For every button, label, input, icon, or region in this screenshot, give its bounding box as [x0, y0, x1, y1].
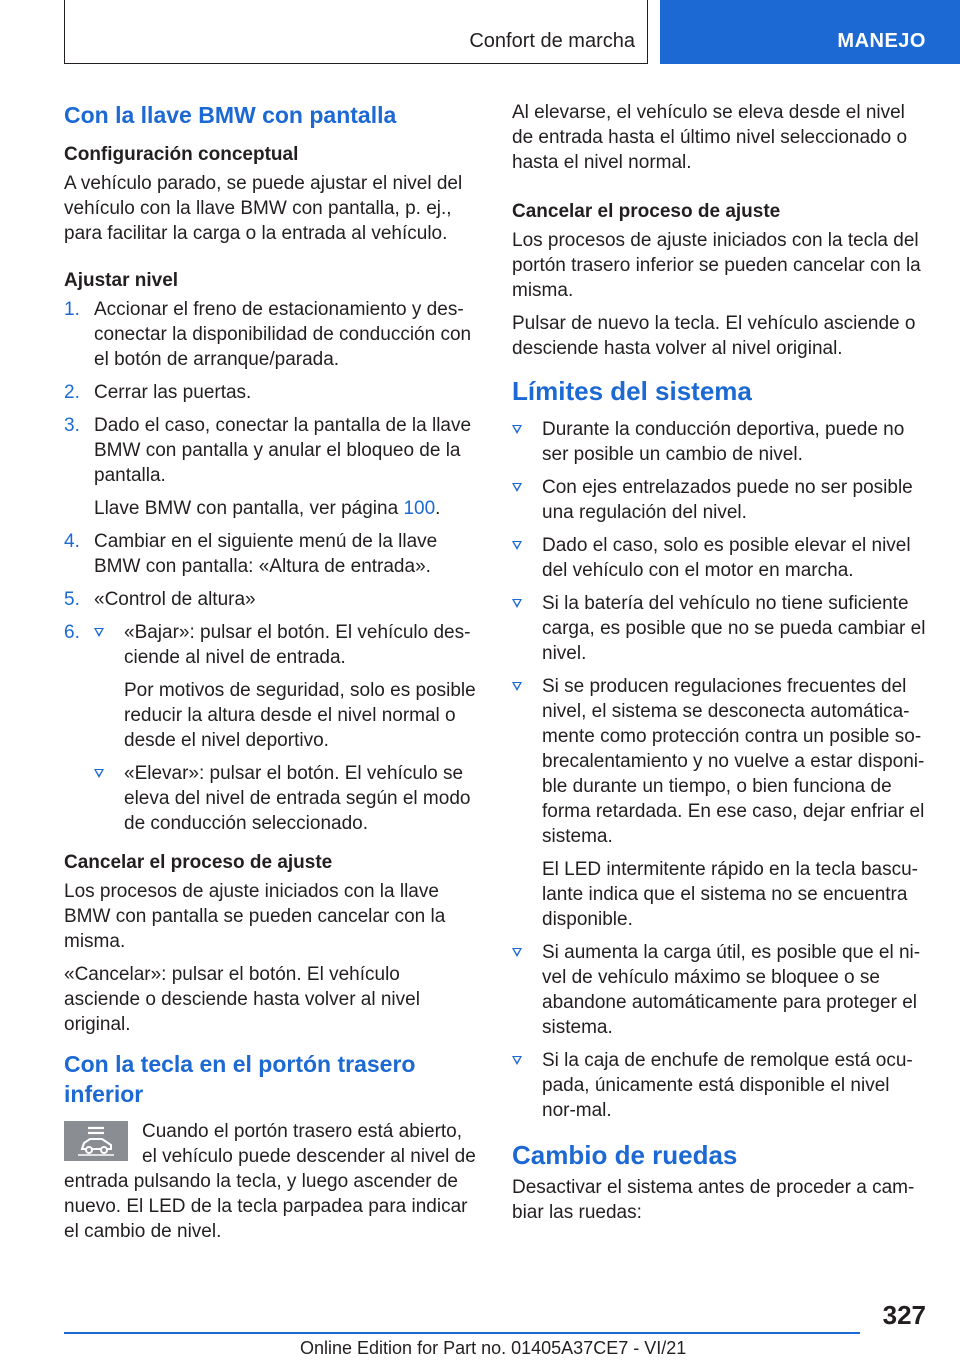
- footer-edition: Online Edition for Part no. 01405A37CE7 - VI/21: [300, 1338, 687, 1358]
- step-text: Dado el caso, conectar la pantalla de la llave BMW con pantalla y anular el bloqueo de la pantalla.: [94, 415, 472, 486]
- bullet-bajar: [94, 620, 480, 670]
- paragraph-cancelar-1: Los procesos de ajuste iniciados con la llave BMW con pantalla se pueden cancelar con la misma.: [64, 881, 446, 952]
- page-reference-link[interactable]: 100: [403, 498, 436, 519]
- bullet-limite-7: [512, 1048, 928, 1123]
- paragraph-cancelar-tecla-1: Los procesos de ajuste iniciados con la tecla del portón trasero inferior se pueden cancelar con la misma.: [512, 230, 921, 301]
- triangle-bullet-icon: [512, 483, 522, 492]
- step-3: [64, 413, 480, 488]
- bullet-text: Dado el caso, solo es posible elevar el nivel del vehículo con el motor en marcha.: [542, 535, 911, 581]
- step-4: [64, 529, 480, 579]
- step-5: [64, 587, 480, 612]
- heading-cancelar-tecla: Cancelar el proceso de ajuste: [512, 201, 781, 222]
- step-number: 1.: [64, 299, 80, 320]
- step-1: [64, 297, 480, 372]
- step-6: [64, 620, 480, 836]
- tecla-paragraph-block: [64, 1119, 480, 1244]
- triangle-bullet-icon: [512, 682, 522, 691]
- bullet-text: Durante la conducción deportiva, puede no ser posible un cambio de nivel.: [542, 419, 905, 465]
- paragraph-cancelar-2: «Cancelar»: pulsar el botón. El vehículo asciende o desciende hasta volver al nivel original.: [64, 964, 420, 1035]
- bullet-limite-6: [512, 940, 928, 1040]
- page-number: 327: [882, 1300, 926, 1330]
- header-chapter-title: MANEJO: [837, 30, 926, 52]
- paragraph-tecla: Cuando el portón trasero está abierto, el vehículo puede descender al nivel de entrada pulsando la tecla, y luego ascender de nuevo. El LED de la tecla parpadea para indicar el cambio de nivel.: [64, 1121, 476, 1242]
- bullet-limite-1: [512, 417, 928, 467]
- right-column: [512, 100, 928, 1233]
- bullet-elevar-text: «Elevar»: pulsar el botón. El vehículo se eleva del nivel de entrada según el modo de conducción seleccionado.: [124, 763, 471, 834]
- triangle-bullet-icon: [512, 541, 522, 550]
- bullet-limite-4: [512, 591, 928, 666]
- step-2: [64, 380, 480, 405]
- header-chapter-tab: [660, 0, 960, 64]
- step-text: Accionar el freno de estacionamiento y des‐conectar la disponibilidad de conducción con el botón de arranque/parada.: [94, 299, 472, 370]
- bullet-bajar-text: «Bajar»: pulsar el botón. El vehículo des‐ciende al nivel de entrada.: [124, 622, 471, 668]
- step-3-note-dot: .: [435, 498, 441, 519]
- heading-limites: Límites del sistema: [512, 376, 752, 406]
- heading-cancelar-llave: Cancelar el proceso de ajuste: [64, 852, 333, 873]
- footer-divider: [64, 1332, 860, 1334]
- bullet-limite-3: [512, 533, 928, 583]
- triangle-bullet-icon: [512, 599, 522, 608]
- heading-cambio-ruedas: Cambio de ruedas: [512, 1140, 738, 1170]
- step-number: 3.: [64, 415, 80, 436]
- heading-llave-pantalla: Con la llave BMW con pantalla: [64, 102, 397, 128]
- step-3-note-text: Llave BMW con pantalla, ver página: [94, 498, 404, 519]
- bullet-text: Si se producen regulaciones frecuentes del nivel, el sistema se desconecta automática‐mente como protección contra un posible so‐brecalentamiento y no vuelve a estar disponi‐ble durante un tiempo, o bien funciona de forma retardada. En ese caso, dejar enfriar el sistema.: [542, 676, 925, 847]
- triangle-bullet-icon: [94, 769, 104, 778]
- bullet-text: Si aumenta la carga útil, es posible que el ni‐vel de vehículo máximo se bloquee o se abandone automáticamente para proteger el sistema.: [542, 942, 921, 1038]
- step-number: 2.: [64, 382, 80, 403]
- step-text: Cerrar las puertas.: [94, 382, 252, 403]
- heading-configuracion: Configuración conceptual: [64, 144, 299, 165]
- bullet-led-note: El LED intermitente rápido en la tecla bascu‐lante indica que el sistema no se encuentra disponible.: [542, 859, 918, 930]
- bullet-elevar: [94, 761, 480, 836]
- step-text: Cambiar en el siguiente menú de la llave BMW con pantalla: «Altura de entrada».: [94, 531, 438, 577]
- bullet-text: Con ejes entrelazados puede no ser posible una regulación del nivel.: [542, 477, 913, 523]
- triangle-bullet-icon: [94, 628, 104, 637]
- vehicle-lift-button-icon: [64, 1121, 128, 1161]
- triangle-bullet-icon: [512, 948, 522, 957]
- bullet-bajar-note: Por motivos de seguridad, solo es posible reducir la altura desde el nivel normal o desde el nivel deportivo.: [124, 680, 476, 751]
- step-number: 5.: [64, 589, 80, 610]
- header-section-title: Confort de marcha: [469, 30, 635, 52]
- bullet-limite-5: [512, 674, 928, 849]
- paragraph-configuracion: A vehículo parado, se puede ajustar el nivel del vehículo con la llave BMW con pantalla, p. ej., para facilitar la carga o la entrada al vehículo.: [64, 173, 463, 244]
- heading-tecla-porton: Con la tecla en el portón trasero inferior: [64, 1051, 416, 1107]
- left-column: [64, 100, 480, 1244]
- triangle-bullet-icon: [512, 425, 522, 434]
- heading-ajustar-nivel: Ajustar nivel: [64, 270, 179, 291]
- step-number: 6.: [64, 622, 80, 643]
- step-number: 4.: [64, 531, 80, 552]
- header-section-box: [64, 0, 648, 64]
- paragraph-ruedas: Desactivar el sistema antes de proceder a cam‐biar las ruedas:: [512, 1177, 915, 1223]
- paragraph-cancelar-tecla-2: Pulsar de nuevo la tecla. El vehículo asciende o desciende hasta volver al nivel original.: [512, 313, 916, 359]
- bullet-text: Si la batería del vehículo no tiene suficiente carga, es posible que no se pueda cambiar el nivel.: [542, 593, 926, 664]
- step-text: «Control de altura»: [94, 589, 256, 610]
- paragraph-elevarse: Al elevarse, el vehículo se eleva desde el nivel de entrada hasta el último nivel seleccionado o hasta el nivel normal.: [512, 102, 908, 173]
- step-3-note: [64, 496, 480, 521]
- bullet-text: Si la caja de enchufe de remolque está ocu‐pada, únicamente está disponible el nivel nor‐mal.: [542, 1050, 913, 1121]
- bullet-limite-2: [512, 475, 928, 525]
- triangle-bullet-icon: [512, 1056, 522, 1065]
